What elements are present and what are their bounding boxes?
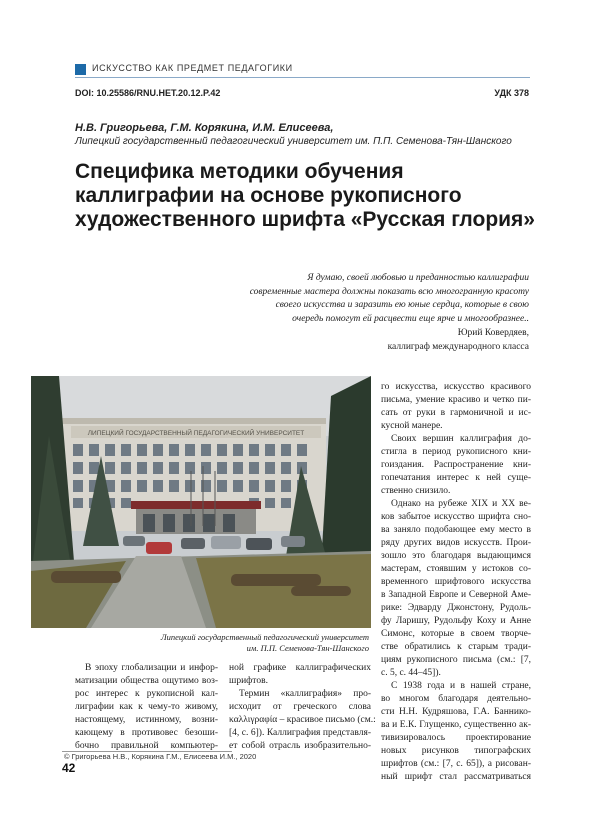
epigraph-attribution bbox=[388, 327, 529, 354]
epigraph-line: Я думаю, своей любовью и преданностью каллиграфии bbox=[307, 273, 529, 283]
text-line: циям рукописного письма (см.: [7, bbox=[381, 655, 531, 665]
body-column-2 bbox=[229, 662, 376, 753]
text-line: тивизировалось проектирование bbox=[381, 733, 531, 743]
epigraph-line: современные мастера должны показать всю многогранную красоту bbox=[249, 286, 529, 297]
epigraph-line: очередь помогут ей расцвести еще ярче и многообразнее.. bbox=[292, 313, 529, 324]
body-column-1 bbox=[75, 662, 218, 753]
text-line: ва и Е.К. Глущенко, существенно ак- bbox=[381, 720, 531, 730]
text-line: мастерам, стоявшим у истоков со- bbox=[381, 564, 531, 574]
text-line: гоиздания. Распространение кни- bbox=[381, 460, 531, 470]
text-line: Термин «каллиграфия» про- bbox=[239, 689, 371, 699]
text-line: сать от руки в гармоничной и ис- bbox=[381, 408, 531, 418]
epigraph bbox=[209, 272, 529, 326]
rubric-label: ИСКУССТВО КАК ПРЕДМЕТ ПЕДАГОГИКИ bbox=[92, 63, 293, 73]
text-line: шрифтов. bbox=[229, 676, 268, 686]
text-line: [4, с. 6]). Каллиграфия представля- bbox=[229, 728, 371, 738]
udk-label: УДК 378 bbox=[494, 88, 529, 98]
title-line: каллиграфии на основе рукописного bbox=[75, 184, 462, 207]
text-line: настоящему, истинному, возни- bbox=[75, 715, 218, 725]
doi-label: DOI: 10.25586/RNU.HET.20.12.P.42 bbox=[75, 88, 221, 98]
text-line: фу Ларишу, Рудольфу Коху и Анне bbox=[381, 616, 531, 626]
text-line: шрифтов (см.: [7, с. 65]), а рисован- bbox=[381, 759, 531, 769]
body-column-3 bbox=[381, 381, 531, 784]
text-line: ной графике каллиграфических bbox=[229, 663, 371, 673]
text-line: Однако на рубеже XIX и XX ве- bbox=[391, 499, 531, 509]
text-line: исходит от греческого слова bbox=[229, 702, 371, 712]
epigraph-author: Юрий Ковердяев, bbox=[457, 328, 529, 338]
building-sign: ЛИПЕЦКИЙ ГОСУДАРСТВЕННЫЙ ПЕДАГОГИЧЕСКИЙ УНИВЕРСИТЕТ bbox=[87, 430, 305, 437]
university-photo bbox=[31, 376, 371, 628]
text-line: кающему в противовес безоши- bbox=[75, 728, 218, 738]
epigraph-line: своего искусства и заразить ею юные сердца, которые в свою bbox=[275, 300, 529, 310]
epigraph-author-title: каллиграф международного класса bbox=[387, 341, 529, 352]
text-line: новых рисунков типографских bbox=[381, 746, 531, 756]
text-line: стве обратились к старым тради- bbox=[381, 642, 531, 652]
article-authors: Н.В. Григорьева, Г.М. Корякина, И.М. Елисеева, bbox=[75, 122, 334, 134]
text-line: гопечатания интерес к ней суще- bbox=[381, 473, 531, 483]
text-line: καλλιγραφία – красивое письмо (см.: bbox=[229, 715, 376, 725]
text-line: лиграфии как к чему-то живому, bbox=[75, 702, 218, 712]
text-line: ет собой отрасль изобразительно- bbox=[229, 741, 371, 751]
text-line: С 1938 года и в нашей стране, bbox=[391, 681, 531, 691]
text-line: во многом благодаря деятельно- bbox=[381, 694, 531, 704]
text-line: ва заняло подобающее ему место в bbox=[381, 525, 531, 535]
title-line: художественного шрифта «Русская глория» bbox=[75, 208, 535, 231]
text-line: ственно снизило. bbox=[381, 486, 451, 496]
page-number: 42 bbox=[62, 761, 76, 775]
title-line: Специфика методики обучения bbox=[75, 160, 404, 183]
text-line: письма, умение красиво и четко пи- bbox=[381, 395, 531, 405]
caption-line: им. П.П. Семенова-Тян-Шанского bbox=[246, 643, 369, 653]
text-line: с. 5, с. 44–45]). bbox=[381, 668, 441, 678]
text-line: временного шрифтового искусства bbox=[381, 577, 531, 587]
text-line: ный шрифт стал рассматриваться bbox=[381, 772, 531, 782]
text-line: Своих вершин каллиграфия до- bbox=[391, 434, 531, 444]
text-line: рос интерес к рукописной кал- bbox=[75, 689, 218, 699]
text-line: зошло это благодаря выдающимся bbox=[381, 551, 531, 561]
text-line: ряду других видов искусств. Прои- bbox=[381, 538, 531, 548]
copyright-notice: © Григорьева Н.В., Корякина Г.М., Елисеева И.М., 2020 bbox=[64, 752, 257, 761]
text-line: го искусства, искусство красивого bbox=[381, 382, 531, 392]
header-divider bbox=[75, 77, 530, 78]
caption-line: Липецкий государственный педагогический университет bbox=[160, 632, 369, 642]
text-line: стигла в период рукописного кни- bbox=[381, 447, 531, 457]
text-line: кусной манере. bbox=[381, 421, 443, 431]
text-line: В эпоху глобализации и инфор- bbox=[85, 663, 218, 673]
photo-caption bbox=[109, 632, 369, 654]
text-line: рике: Эдварду Джонстону, Рудоль- bbox=[381, 603, 531, 613]
rubric-marker bbox=[75, 64, 86, 75]
article-title bbox=[75, 160, 535, 232]
text-line: ков забытое искусство шрифта сно- bbox=[381, 512, 531, 522]
text-line: сти Н.Н. Кудряшова, Г.А. Баннико- bbox=[381, 707, 531, 717]
text-line: в Западной Европе и Северной Аме- bbox=[381, 590, 531, 600]
text-line: бочно правильной компьютер- bbox=[75, 741, 218, 751]
article-affiliation: Липецкий государственный педагогический университет им. П.П. Семенова-Тян-Шанского bbox=[75, 136, 512, 147]
text-line: Симонс, которые в своем творче- bbox=[381, 629, 531, 639]
text-line: матизации общества ощутимо воз- bbox=[75, 676, 218, 686]
